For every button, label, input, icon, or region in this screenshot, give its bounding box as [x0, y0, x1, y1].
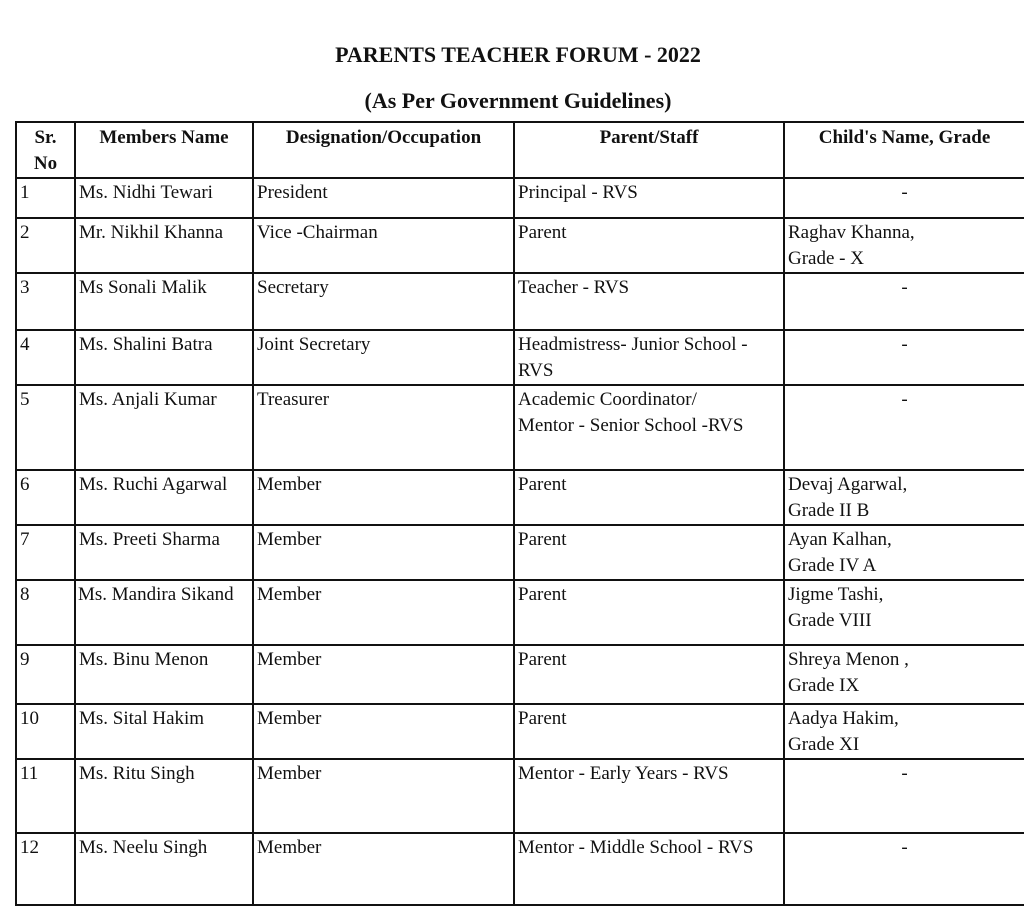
cell-designation: Member: [253, 470, 514, 525]
cell-sr: 4: [16, 330, 75, 385]
cell-parent-staff: Parent: [514, 218, 784, 273]
cell-designation: Member: [253, 704, 514, 759]
header-members-name: Members Name: [75, 122, 253, 178]
cell-name: Ms. Preeti Sharma: [75, 525, 253, 580]
cell-designation: Vice -Chairman: [253, 218, 514, 273]
cell-parent-staff: Parent: [514, 470, 784, 525]
cell-designation: Member: [253, 759, 514, 833]
cell-sr: 5: [16, 385, 75, 470]
cell-parent-staff: Parent: [514, 525, 784, 580]
table-row: [16, 470, 1024, 525]
cell-sr: 7: [16, 525, 75, 580]
cell-parent-staff: Academic Coordinator/ Mentor - Senior School -RVS: [514, 385, 784, 470]
cell-designation: Treasurer: [253, 385, 514, 470]
cell-name: Ms. Sital Hakim: [75, 704, 253, 759]
cell-parent-staff: Mentor - Early Years - RVS: [514, 759, 784, 833]
table-header-row: [16, 122, 1024, 178]
cell-child: -: [784, 759, 1024, 833]
cell-parent-staff: Parent: [514, 704, 784, 759]
cell-name: Ms. Nidhi Tewari: [75, 178, 253, 218]
cell-designation: Secretary: [253, 273, 514, 330]
header-child-grade: Child's Name, Grade: [784, 122, 1024, 178]
cell-designation: Member: [253, 525, 514, 580]
cell-child: Aadya Hakim, Grade XI: [784, 704, 1024, 759]
cell-parent-staff: Headmistress- Junior School - RVS: [514, 330, 784, 385]
cell-sr: 8: [16, 580, 75, 645]
table-row: [16, 218, 1024, 273]
table-row: [16, 645, 1024, 704]
cell-child: -: [784, 178, 1024, 218]
cell-name: Ms. Ruchi Agarwal: [75, 470, 253, 525]
cell-sr: 2: [16, 218, 75, 273]
cell-child: -: [784, 330, 1024, 385]
cell-parent-staff: Teacher - RVS: [514, 273, 784, 330]
cell-child: Raghav Khanna, Grade - X: [784, 218, 1024, 273]
cell-parent-staff: Parent: [514, 580, 784, 645]
cell-child: Shreya Menon , Grade IX: [784, 645, 1024, 704]
cell-sr: 3: [16, 273, 75, 330]
cell-name: Ms Sonali Malik: [75, 273, 253, 330]
table-row: [16, 273, 1024, 330]
cell-designation: President: [253, 178, 514, 218]
cell-parent-staff: Mentor - Middle School - RVS: [514, 833, 784, 905]
cell-designation: Member: [253, 580, 514, 645]
document-title: PARENTS TEACHER FORUM - 2022: [335, 42, 701, 67]
cell-child: -: [784, 833, 1024, 905]
table-row: [16, 385, 1024, 470]
cell-sr: 9: [16, 645, 75, 704]
cell-designation: Joint Secretary: [253, 330, 514, 385]
cell-name: Ms. Binu Menon: [75, 645, 253, 704]
header-sr-no: Sr. No: [16, 122, 75, 178]
header-parent-staff: Parent/Staff: [514, 122, 784, 178]
table-row: [16, 833, 1024, 905]
cell-name: Ms. Shalini Batra: [75, 330, 253, 385]
cell-parent-staff: Principal - RVS: [514, 178, 784, 218]
cell-child: -: [784, 385, 1024, 470]
cell-name: Ms. Neelu Singh: [75, 833, 253, 905]
cell-child: -: [784, 273, 1024, 330]
table-row: [16, 580, 1024, 645]
cell-designation: Member: [253, 645, 514, 704]
cell-child: Devaj Agarwal, Grade II B: [784, 470, 1024, 525]
table-row: [16, 178, 1024, 218]
table-row: [16, 704, 1024, 759]
cell-sr: 6: [16, 470, 75, 525]
cell-parent-staff: Parent: [514, 645, 784, 704]
cell-sr: 11: [16, 759, 75, 833]
cell-name: Ms. Anjali Kumar: [75, 385, 253, 470]
cell-designation: Member: [253, 833, 514, 905]
table-row: [16, 525, 1024, 580]
cell-sr: 10: [16, 704, 75, 759]
cell-sr: 1: [16, 178, 75, 218]
members-table: [15, 121, 1024, 906]
header-designation: Designation/Occupation: [253, 122, 514, 178]
cell-child: Jigme Tashi, Grade VIII: [784, 580, 1024, 645]
table-row: [16, 759, 1024, 833]
cell-sr: 12: [16, 833, 75, 905]
cell-name: Mr. Nikhil Khanna: [75, 218, 253, 273]
table-row: [16, 330, 1024, 385]
cell-name: Ms. Ritu Singh: [75, 759, 253, 833]
cell-child: Ayan Kalhan, Grade IV A: [784, 525, 1024, 580]
document-subtitle: (As Per Government Guidelines): [364, 88, 672, 113]
cell-name: Ms. Mandira Sikand: [75, 580, 253, 645]
